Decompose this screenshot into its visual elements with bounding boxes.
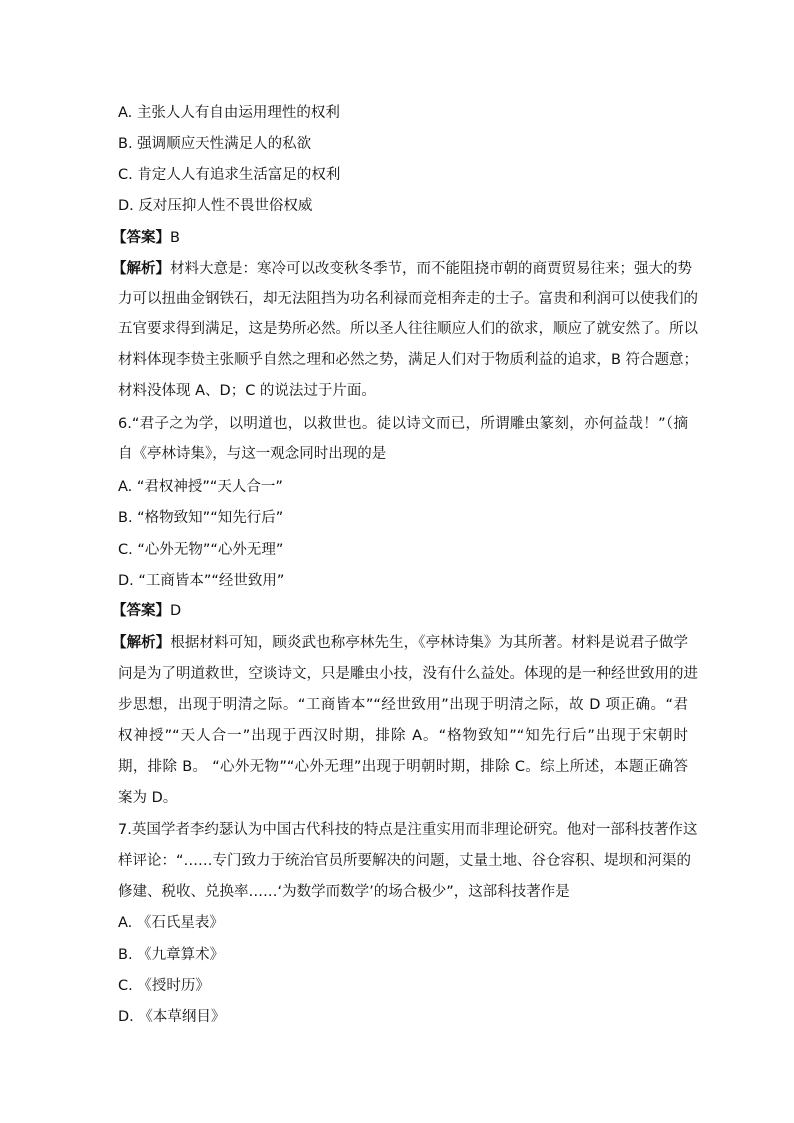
q6-answer-value: D — [170, 603, 182, 619]
q6-analysis-line-1: 【解析】根据材料可知，顾炎武也称亭林先生，《亭林诗集》为其所著。材料是说君子做学 — [112, 635, 689, 651]
q7-stem-line-1: 7.英国学者李约瑟认为中国古代科技的特点是注重实用而非理论研究。他对一部科技著作这 — [118, 822, 698, 838]
q7-option-b: B. 《九章算术》 — [118, 947, 225, 963]
q6-analysis-line-5: 期，排除 B。 “心外无物”“心外无理”出现于明朝时期，排除 C。综上所述，本题正确答 — [118, 759, 688, 775]
q6-stem-line-1: 6.“君子之为学，以明道也，以救世也。徒以诗文而已，所谓雕虫篆刻，亦何益哉！”（摘 — [118, 416, 688, 432]
q7-stem-line-3: 修建、税收、兑换率……‘为数学而数学’的场合极少”，这部科技著作是 — [118, 884, 570, 900]
q5-analysis-label: 【解析】 — [112, 261, 170, 277]
q6-option-d: D. “工商皆本”“经世致用” — [118, 573, 285, 589]
q5-analysis-line-4: 材料体现李贽主张顺乎自然之理和必然之势，满足人们对于物质利益的追求，B 符合题意； — [118, 352, 699, 368]
q7-stem-line-2: 样评论：“……专门致力于统治官员所要解决的问题，丈量土地、谷仓容积、堤坝和河渠的 — [118, 853, 692, 869]
q5-answer-value: B — [170, 230, 180, 246]
q5-option-b: B. 强调顺应天性满足人的私欲 — [118, 136, 312, 152]
q7-option-c: C. 《授时历》 — [118, 978, 210, 994]
q5-answer — [112, 228, 682, 248]
q5-option-a: A. 主张人人有自由运用理性的权利 — [118, 105, 340, 121]
q5-analysis-line-1: 【解析】材料大意是：寒冷可以改变秋冬季节，而不能阻挠市朝的商贾贸易往来；强大的势 — [112, 261, 692, 277]
q6-option-c: C. “心外无物”“心外无理” — [118, 542, 284, 558]
q6-analysis-line-3: 步思想，出现于明清之际。“工商皆本”“经世致用”出现于明清之际，故 D 项正确。“君 — [118, 697, 688, 713]
q5-option-c: C. 肯定人人有追求生活富足的权利 — [118, 167, 341, 183]
q6-analysis-line-2: 问是为了明道救世，空谈诗文，只是雕虫小技，没有什么益处。体现的是一种经世致用的进 — [118, 666, 698, 682]
q5-option-d: D. 反对压抑人性不畏世俗权威 — [118, 198, 313, 214]
q5-analysis-line-3: 五官要求得到满足，这是势所必然。所以圣人往往顺应人们的欲求，顺应了就安然了。所以 — [118, 321, 698, 337]
q7-option-a: A. 《石氏星表》 — [118, 915, 224, 931]
q5-analysis-line-2: 力可以扭曲金钢铁石，却无法阻挡为功名利禄而竞相奔走的士子。富贵和利润可以使我们的 — [118, 291, 698, 307]
q6-answer — [112, 601, 682, 621]
q6-analysis-label: 【解析】 — [112, 635, 171, 651]
q6-answer-label: 【答案】 — [112, 603, 170, 619]
q6-option-b: B. “格物致知”“知先行后” — [118, 510, 284, 526]
q6-analysis-line-4: 权神授”“天人合一”出现于西汉时期，排除 A。“格物致知”“知先行后”出现于宋朝时 — [118, 728, 688, 744]
q6-stem-line-2: 自《亭林诗集》，与这一观念同时出现的是 — [118, 446, 387, 462]
q5-analysis-line-5: 材料没体现 A、D；C 的说法过于片面。 — [118, 383, 376, 399]
q5-answer-label: 【答案】 — [112, 230, 170, 246]
q6-analysis-line-6: 案为 D。 — [118, 790, 178, 806]
q6-option-a: A. “君权神授”“天人合一” — [118, 479, 283, 495]
q7-option-d: D. 《本草纲目》 — [118, 1009, 226, 1025]
